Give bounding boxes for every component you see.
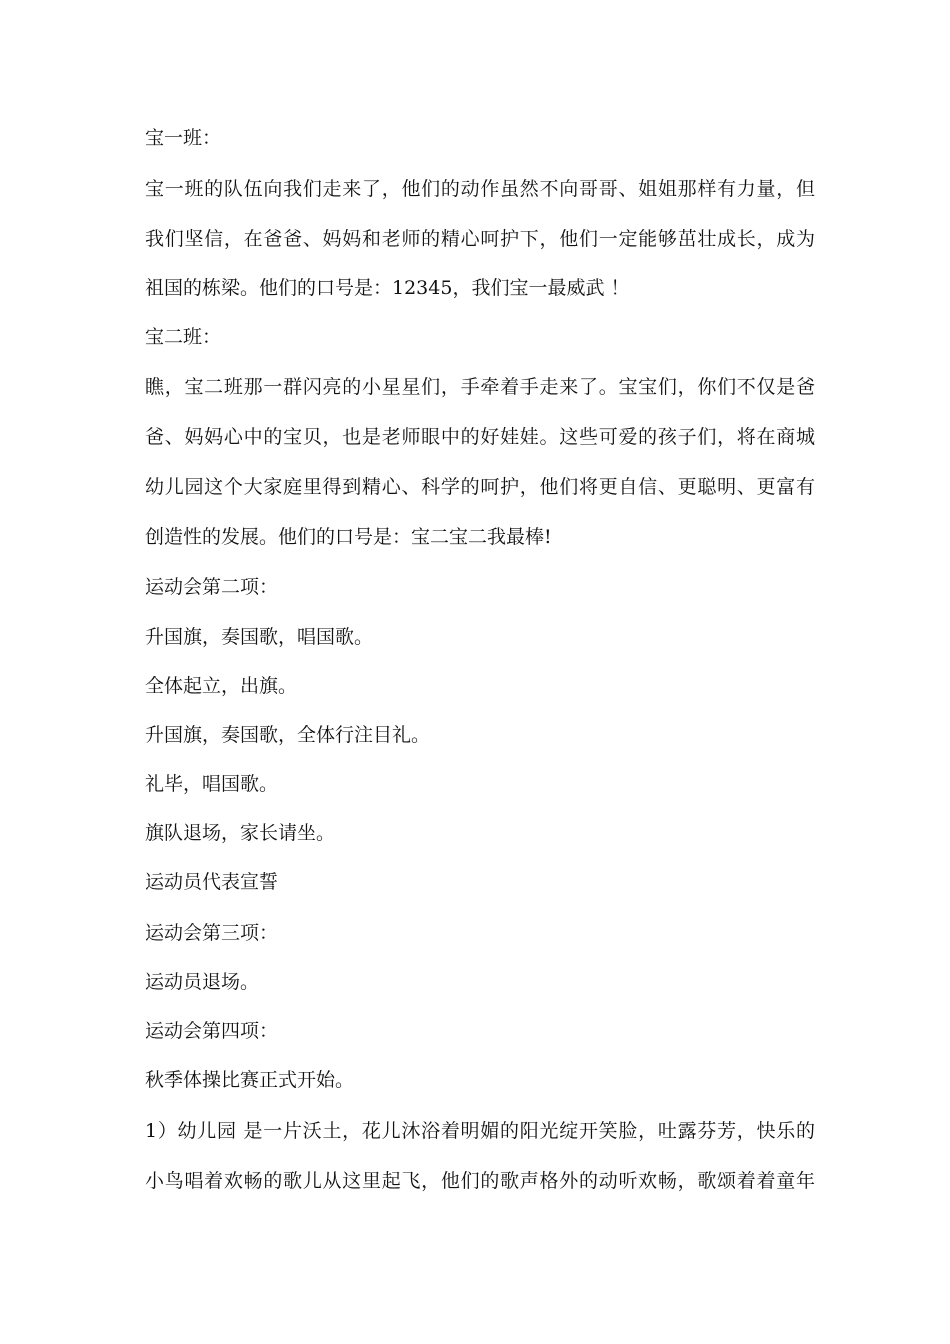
paragraph-line: 运动员代表宣誓 [145,871,279,893]
paragraph-line: 秋季体操比赛正式开始。 [145,1069,355,1091]
heading-item-2: 运动会第二项： [145,576,279,598]
paragraph-line: 我们坚信，在爸爸、妈妈和老师的精心呵护下，他们一定能够茁壮成长，成为 [145,228,815,250]
paragraph-line: 瞧，宝二班那一群闪亮的小星星们，手牵着手走来了。宝宝们，你们不仅是爸 [145,376,815,398]
paragraph-line: 幼儿园这个大家庭里得到精心、科学的呵护，他们将更自信、更聪明、更富有 [145,476,815,498]
heading-item-4: 运动会第四项： [145,1020,279,1042]
paragraph-line: 运动员退场。 [145,971,260,993]
paragraph-line: 爸、妈妈心中的宝贝，也是老师眼中的好娃娃。这些可爱的孩子们，将在商城 [145,426,815,448]
paragraph-line: 旗队退场，家长请坐。 [145,822,336,844]
heading-item-3: 运动会第三项： [145,922,279,944]
paragraph-line: 宝一班的队伍向我们走来了，他们的动作虽然不向哥哥、姐姐那样有力量，但 [145,178,815,200]
heading-class-bao-2: 宝二班： [145,326,222,348]
paragraph-line: 1）幼儿园 是一片沃土，花儿沐浴着明媚的阳光绽开笑脸，吐露芬芳，快乐的 [145,1120,815,1142]
paragraph-line: 礼毕，唱国歌。 [145,773,279,795]
heading-class-bao-1: 宝一班： [145,127,222,149]
paragraph-line: 升国旗，奏国歌，唱国歌。 [145,626,374,648]
paragraph-line: 创造性的发展。他们的口号是：宝二宝二我最棒! [145,526,552,548]
paragraph-line: 祖国的栋梁。他们的口号是：12345，我们宝一最威武 ！ [145,277,630,299]
paragraph-line: 升国旗，奏国歌，全体行注目礼。 [145,724,431,746]
paragraph-line: 小鸟唱着欢畅的歌儿从这里起飞，他们的歌声格外的动听欢畅，歌颂着着童年 [145,1170,815,1192]
paragraph-line: 全体起立，出旗。 [145,675,298,697]
